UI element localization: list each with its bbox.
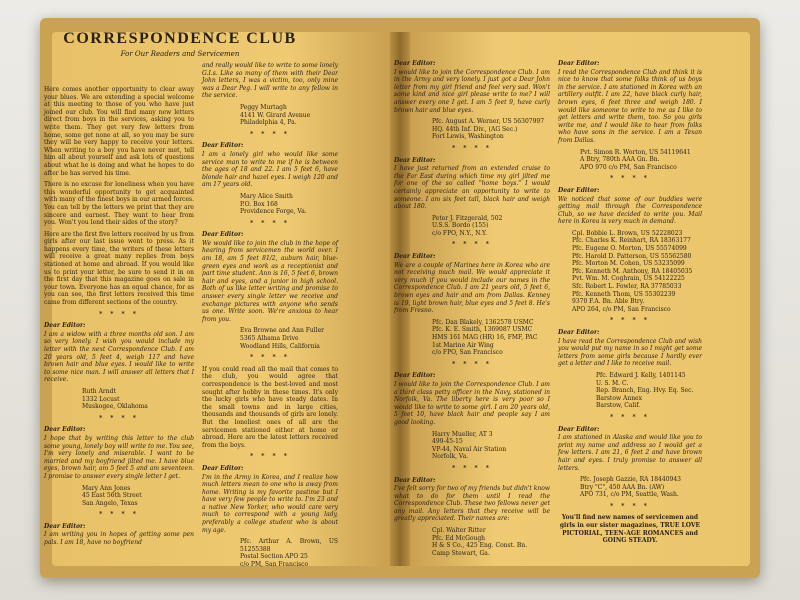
letter-body: I'm in the Army in Korea, and I realize how much letters mean to one who is away from home. Writing is my favorite pastime but I have very few people to write to. I'm 23 and a native New Yorker, who would care very much to correspond with a young lady, preferably a college student who is about my age. xyxy=(202,473,338,534)
letter-signature: Pfc. Dan Blakely, 1362578 USMC Pfc. K. E. Smith, 1369087 USMC HMS 161 MAG (HR) 16, FMF, PAC 1st Marine Air Wing c/o FPO, San Francisco xyxy=(432,318,538,357)
intro-paragraph: Here comes another opportunity to clear away your blues. We are extending a special welcome at this meeting to those of you who have just joined our club. You will find many new letters direct from boys in the services, asking you to write them. They get very few letters from home, some get none at all, so you may be sure they will be very happy to receive your letters. When writing to a boy you have never met, tell him all about yourself and ask lots of questions about what he is doing and what he hopes to do after he has served his time. xyxy=(44,86,194,177)
closing-note: You'll find new names of servicemen and girls in our sister magazines, TRUE LOVE PICTORIAL, TEEN-AGE ROMANCES and GOING STEADY. xyxy=(559,514,701,545)
letter-signature: Harry Mueller, AT 3 499-45-15 VP-44, Naval Air Station Norfolk, Va. xyxy=(432,430,507,461)
column-4 xyxy=(558,60,702,549)
page-title: CORRESPONDENCE CLUB xyxy=(63,30,297,47)
letter-salutation: Dear Editor: xyxy=(44,522,86,530)
separator-stars: * * * * xyxy=(250,453,290,461)
letter-body: We would like to join the club in the hope of hearing from servicemen the world over. I am 18, am 5 feet 81/2, auburn hair, blue-green eyes and work as a receptionist and part time student. Ann is 16, 5 feet 6, brown hair and eyes, and a junior in high school. Both of us like letter writing and promise to answer every single letter we receive and exchange pictures with anyone who sends us one. Write soon. We're anxious to hear from you. xyxy=(202,239,338,323)
letter-signature: Peter J. Fitzgerald, 502 U.S.S. Bordo (155) c/o FPO, N.Y., N.Y. xyxy=(432,214,503,237)
letter-body: I am writing you in hopes of getting some pen pals. I am 18, have no boyfriend xyxy=(44,531,194,547)
letter-salutation: Dear Editor: xyxy=(394,476,436,484)
letter-body: I am stationed in Alaska and would like you to print my name and address so I would get a few letters. I am 21, 6 feet 2 and have brown hair and eyes. I truly promise to answer all letters. xyxy=(558,434,702,472)
intro-paragraph: Here are the first five letters received by us from girls after our last issue went to press. As it happens every time, the writers of these letters will receive a great many replies from boys stationed at home and abroad. If you would like us to print your letter, be sure to send it in on the first day that this magazine goes on sale in your town. Everyone has an equal chance, for as you can see, the first letters received this time came from different sections of the country. xyxy=(44,230,194,307)
letter-signature: Mary Ann Jones 45 East 56th Street San Angelo, Texas xyxy=(82,484,142,507)
separator-stars: * * * * xyxy=(250,354,290,362)
letter-salutation: Dear Editor: xyxy=(394,156,436,164)
separator-stars: * * * * xyxy=(610,502,650,510)
letter-body: I have just returned from an extended cruise to the Far East during which time my girl jilted me for one of the so called "home boys." I would certainly appreciate an opportunity to write to someone. I am six feet tall, black hair and weigh about 180. xyxy=(394,165,550,211)
letter-body: I read the Correspondence Club and think it is nice to know that some folks think of us boys in the service. I am stationed in Korea with an artillery outfit. I am 22, have black curly hair, brown eyes, 6 feet three and weigh 180. I would like someone to write to me as I like to get letters and write them, too. So you girls write me, and I would like to hear from folks who have sons in the service. I am a Texan from Dallas. xyxy=(558,68,702,144)
letter-body: I would like to join the Correspondence Club. I am a third class petty officer in the Navy, stationed in Norfolk, Va. The liberty here is very poor so I would like to write to some girl. I am 20 years old, 5 feet 10, have black hair and people say I am good looking. xyxy=(394,380,550,426)
letter-signature: Pfc. August A. Werner, US 56307997 HQ. 44th Inf. Div., (AG Sec.) Fort Lewis, Washington xyxy=(432,118,545,141)
letter-body: I would like to join the Correspondence Club. I am in the Army and very lonely. I just got a Dear John letter from my girl friend and feel very sad. Won't some kind and nice girl please write to me? I will answer every one I get. I am 5 feet 9, have curly brown hair and blue eyes. xyxy=(394,68,550,114)
letter-body: I am a widow with a three months old son. I am so very lonely. I wish you would include my letter with the next Correspondence Club. I am 20 years old, 5 feet 4, weigh 117 and have brown hair and blue eyes. I would like to write to some nice man. I will answer all letters that I receive. xyxy=(44,330,194,384)
letter-salutation: Dear Editor: xyxy=(202,464,244,472)
letter-body: I hope that by writing this letter to the club some young, lonely boy will write to me. You see, I'm very lonely and miserable. I want to be married and my boyfriend jilted me. I have blue eyes, brown hair, am 5 feet 5 and am seventeen. I promise to answer every single letter I get. xyxy=(44,434,194,480)
column-2 xyxy=(202,62,338,573)
separator-stars: * * * * xyxy=(99,414,139,422)
letter-salutation: Dear Editor: xyxy=(558,186,600,194)
letter-signature: Cpl. Walter Ritter Pfc. Ed McGough H & S Co., 425 Eng. Const. Bn. Camp Stewart, Ga. xyxy=(432,527,528,557)
separator-stars: * * * * xyxy=(610,175,650,183)
letter-signature: Cpl. Bobbie L. Brown, US 52228023 Pfc. Charles K. Reinhart, RA 18363177 Pfc. Eugene O. Morton, US 55574099 Pfc. Harold D. Patterson, US 55562580 Pfc. Morton M. Cohen, US 53235099 Pfc. Kenneth M. Anthony, RA 18405035 Pvt. Wm. M. Coghrain, US 54122225 Sfc. Robert L. Fowler, RA 37785033 Pfc. Kenneth Thom, US 55302239 9370 F.A. Bn. Able Btry. APO 264, c/o PM, San Francisco xyxy=(572,229,693,313)
letter-body: and really would like to write to some lonely G.I.s. Like so many of them with their Dear John letters, I was a victim, too, only mine was a Dear Peg. I will write to any fellow in the service. xyxy=(202,62,338,100)
letter-salutation: Dear Editor: xyxy=(394,253,436,261)
letter-signature: Pfc. Arthur A. Brown, US 51255388 Postal Section APO 25 c/o PM, San Francisco xyxy=(240,538,338,569)
separator-stars: * * * * xyxy=(610,317,650,325)
separator-stars: * * * * xyxy=(452,360,492,368)
separator-stars: * * * * xyxy=(452,241,492,249)
intro-paragraph: There is no excuse for loneliness when you have this wonderful opportunity to get acquainted with many of the finest boys in our armed forces. You can tell by the letters we print that they are sincere and earnest. They want to hear from you. Won't you lend their sides of the story? xyxy=(44,181,194,227)
letter-salutation: Dear Editor: xyxy=(558,60,600,67)
separator-stars: * * * * xyxy=(610,413,650,421)
letter-salutation: Dear Editor: xyxy=(558,425,600,433)
letter-salutation: Dear Editor: xyxy=(44,426,86,434)
letter-salutation: Dear Editor: xyxy=(558,329,600,336)
letter-body: I have read the Correspondence Club and wish you would put my name in so I might get some letters from some girls because I hardly ever get a letter and I like to receive mail. xyxy=(558,337,702,368)
column-1 xyxy=(44,86,194,551)
letter-body: I've felt sorry for two of my friends but didn't know what to do for them until I read the Correspondence Club. These two fellows never get any mail. Any letters that they receive will be greatly appreciated. Their names are: xyxy=(394,485,550,523)
page-subtitle: For Our Readers and Servicemen xyxy=(120,50,240,58)
separator-stars: * * * * xyxy=(452,464,492,472)
letter-body: I am a lonely girl who would like some service man to write to me if he is between the ages of 18 and 22. I am 5 feet 6, have blonde hair and hazel eyes. I weigh 120 and am 17 years old. xyxy=(202,150,338,189)
letter-signature: Ruth Arndt 1332 Locust Muskogee, Oklahoma xyxy=(82,387,148,411)
letter-body: We are a couple of Marines here in Korea who are not receiving much mail. We would appreciate it very much if you would include our names in the Correspondence Club. I am 21 years old, 5 feet 6, brown eyes and hair and am from Dallas. Kenney is 19, light brown hair, blue eyes and 5 feet 8. He's from Fresno. xyxy=(394,261,550,315)
letter-signature: Pfc. Edward J. Kelly, 1401145 U. S. M. C. Rep. Branch, Eng. Hvy. Eq. Sec. Barstow Annex Barstow, Calif. xyxy=(596,371,694,410)
letter-signature: Pvt. Simon R. Worton, US 54119641 A Btry, 780th AAA Gn. Bn. APO 970 c/o PM, San Francisco xyxy=(580,148,691,171)
letter-salutation: Dear Editor: xyxy=(202,142,244,150)
letter-salutation: Dear Editor: xyxy=(394,372,436,380)
letter-signature: Peggy Murtagh 4141 W. Girard Avenue Philadelphia 4, Pa. xyxy=(240,103,311,127)
letter-body: We noticed that some of our buddies were getting mail through the Correspondence Club, so we have decided to write you. Mail here in Korea is very much in demand. xyxy=(558,195,702,226)
column-3 xyxy=(394,60,550,561)
separator-stars: * * * * xyxy=(250,130,290,138)
letter-salutation: Dear Editor: xyxy=(44,322,86,330)
mid-paragraph: If you could read all the mail that comes to the club, you would agree that correspondence is the best-loved and most sought after hobby in these times. It's only the lucky girls who have steady dates. In the small towns and in large cities, thousands and thousands of girls are lonely. But the loneliest ones of all are the servicemen stationed either at home or abroad. Here are the latest letters received from the boys. xyxy=(202,365,338,449)
separator-stars: * * * * xyxy=(452,144,492,152)
letter-salutation: Dear Editor: xyxy=(394,60,436,67)
letter-signature: Mary Alice Smith P.O. Box 168 Providence Forge, Va. xyxy=(240,192,307,216)
separator-stars: * * * * xyxy=(99,511,139,519)
letter-salutation: Dear Editor: xyxy=(202,231,244,239)
letter-signature: Eva Browne and Ann Fuller 5365 Alhama Drive Woodland Hills, California xyxy=(240,327,325,350)
separator-stars: * * * * xyxy=(99,310,139,318)
separator-stars: * * * * xyxy=(250,219,290,227)
letter-signature: Pfc. Joseph Gazzie, RA 18440943 Btry "C", 450 AAA Bn. (AW) APO 731, c/o PM, Seattle, Wash. xyxy=(580,476,681,499)
